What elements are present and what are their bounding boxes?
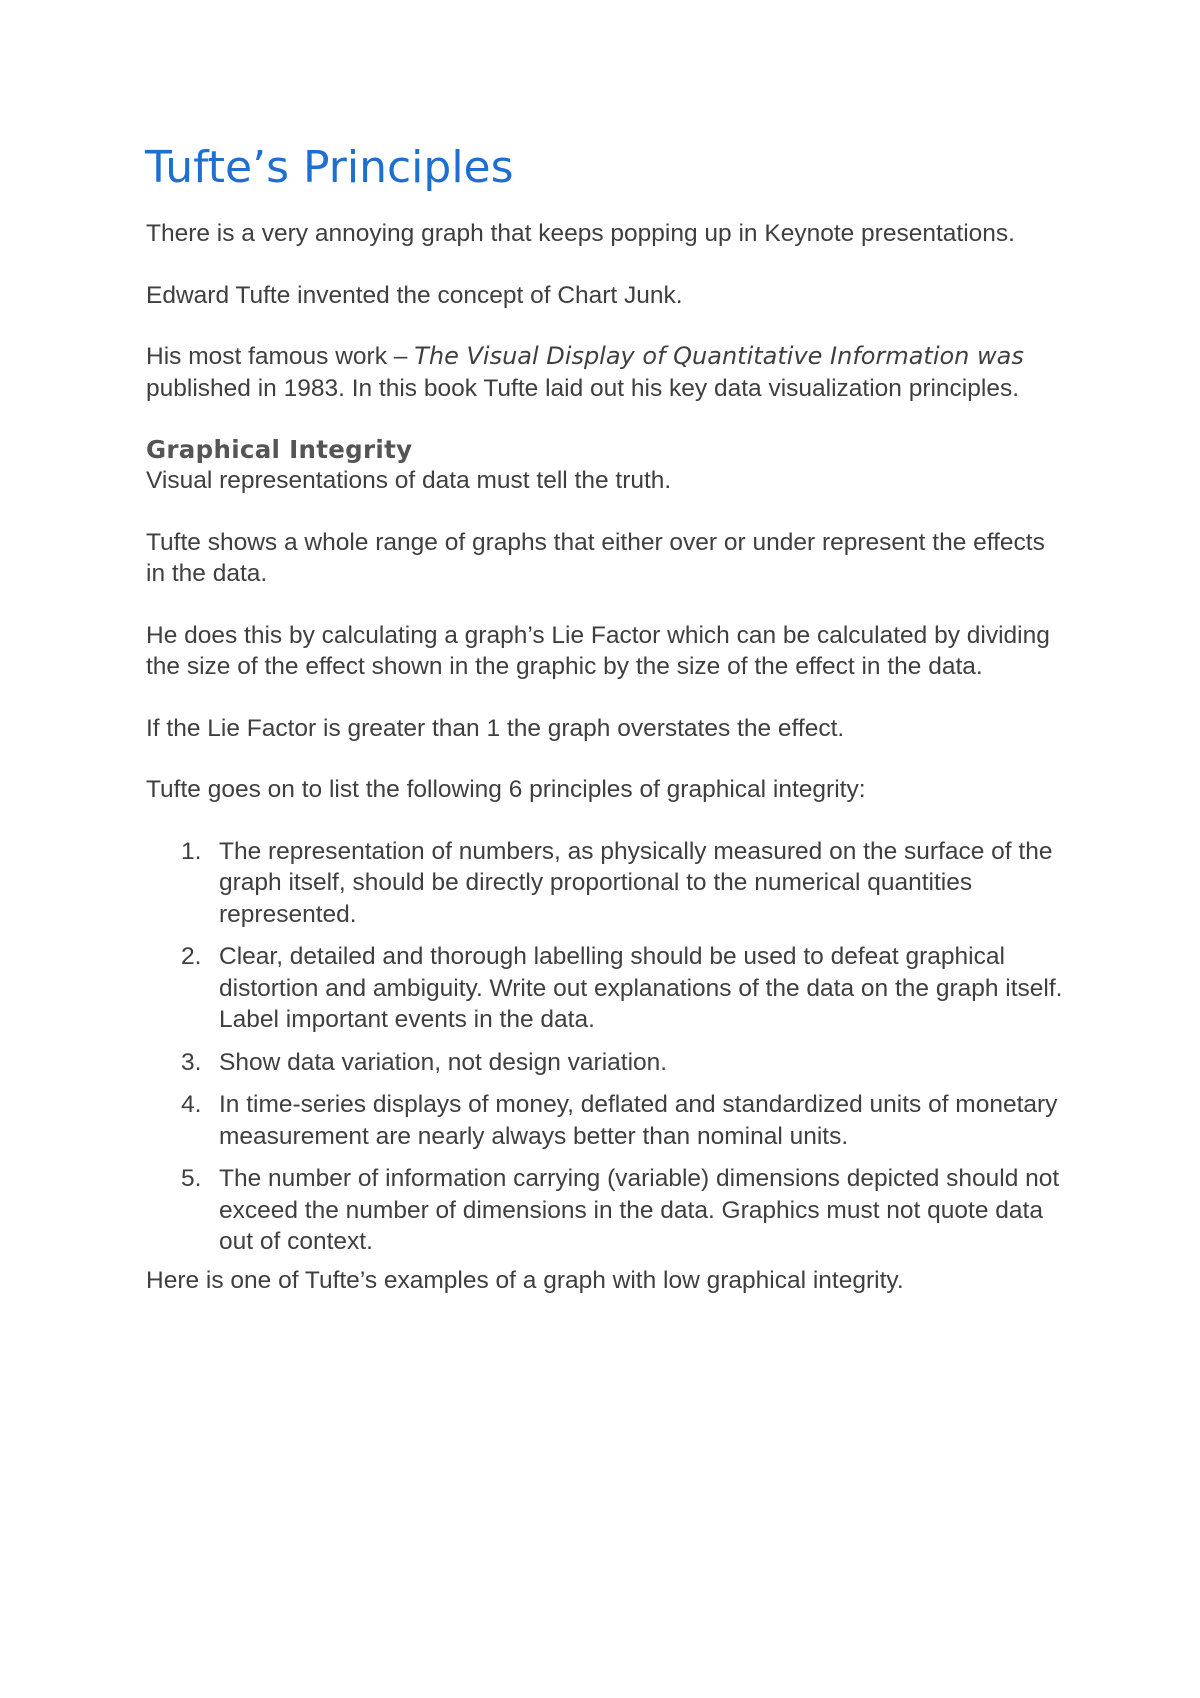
document-page <box>146 140 1066 1326</box>
intro-paragraph: There is a very annoying graph that keeps popping up in Keynote presentations. <box>146 220 1015 247</box>
list-text: In time-series displays of money, deflated and standardized units of monetary measurement are nearly always better than nominal units. <box>219 1091 1058 1150</box>
section-heading: Graphical Integrity <box>146 435 413 464</box>
famous-work-prefix: His most famous work – <box>146 343 415 370</box>
list-item <box>146 836 1066 931</box>
famous-work-suffix: published in 1983. In this book Tufte laid out his key data visualization principles. <box>146 374 1020 402</box>
famous-work-paragraph <box>146 341 1066 404</box>
list-number: 3. <box>181 1048 202 1076</box>
list-item <box>146 1163 1066 1258</box>
list-text: Show data variation, not design variation. <box>219 1048 668 1076</box>
range-paragraph: Tufte shows a whole range of graphs that either over or under represent the effects in the data. <box>146 528 1045 587</box>
list-number: 2. <box>181 943 202 970</box>
list-intro-paragraph: Tufte goes on to list the following 6 principles of graphical integrity: <box>146 776 866 803</box>
list-text: The representation of numbers, as physically measured on the surface of the graph itself, should be directly proportional to the numerical quantities represented. <box>219 837 1053 928</box>
chart-junk-paragraph: Edward Tufte invented the concept of Chart Junk. <box>146 281 683 309</box>
list-number: 1. <box>181 837 202 865</box>
list-text: The number of information carrying (variable) dimensions depicted should not exceed the number of dimensions in the data. Graphics must not quote data out of context. <box>219 1165 1060 1255</box>
closing-paragraph: Here is one of Tufte’s examples of a graph with low graphical integrity. <box>146 1266 904 1294</box>
truth-paragraph: Visual representations of data must tell the truth. <box>146 467 672 494</box>
list-item <box>146 941 1066 1036</box>
overstates-paragraph: If the Lie Factor is greater than 1 the graph overstates the effect. <box>146 714 845 742</box>
list-text: Clear, detailed and thorough labelling should be used to defeat graphical distortion and ambiguity. Write out explanations of the data on the graph itself. Label important events in the data. <box>219 943 1063 1033</box>
list-number: 5. <box>181 1165 202 1192</box>
page-title: Tufte’s Principles <box>145 142 514 193</box>
book-title: The Visual Display of Quantitative Information was <box>414 342 1024 370</box>
list-number: 4. <box>181 1091 202 1118</box>
list-item <box>146 1047 1066 1079</box>
lie-factor-paragraph: He does this by calculating a graph’s Lie Factor which can be calculated by dividing the size of the effect shown in the graphic by the size of the effect in the data. <box>146 621 1050 680</box>
list-item <box>146 1089 1066 1152</box>
principles-list <box>146 836 1066 1258</box>
